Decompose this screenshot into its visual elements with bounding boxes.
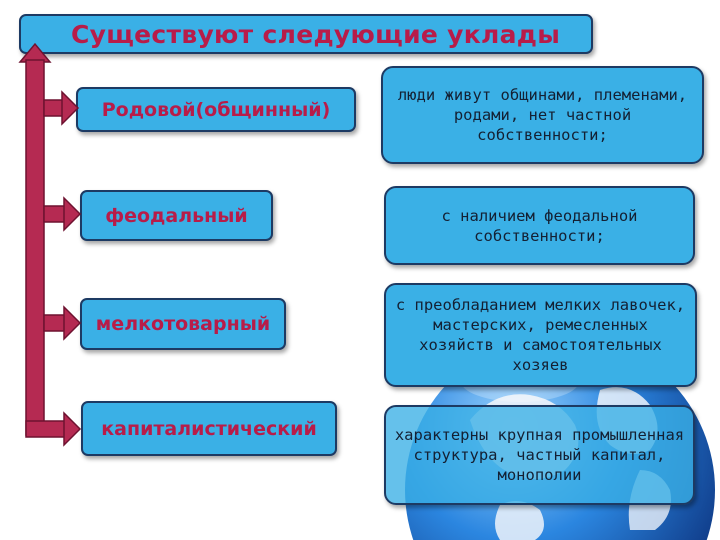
description-text: характерны крупная промышленная структура, частный капитал, монополии: [394, 426, 685, 484]
label-text: Родовой(общинный): [101, 98, 331, 121]
description-text: с наличием феодальной собственности;: [441, 206, 638, 245]
label-text: капиталистический: [101, 417, 317, 440]
page-title: Существуют следующие уклады: [71, 19, 561, 49]
description-text: люди живут общинами, племенами, родами, нет частной собственности;: [397, 86, 688, 144]
label-text: феодальный: [105, 204, 248, 227]
label-text: мелкотоварный: [95, 313, 271, 335]
description-text: с преобладанием мелких лавочек, мастерских, ремесленных хозяйств и самостоятельных хозяев: [395, 296, 686, 374]
